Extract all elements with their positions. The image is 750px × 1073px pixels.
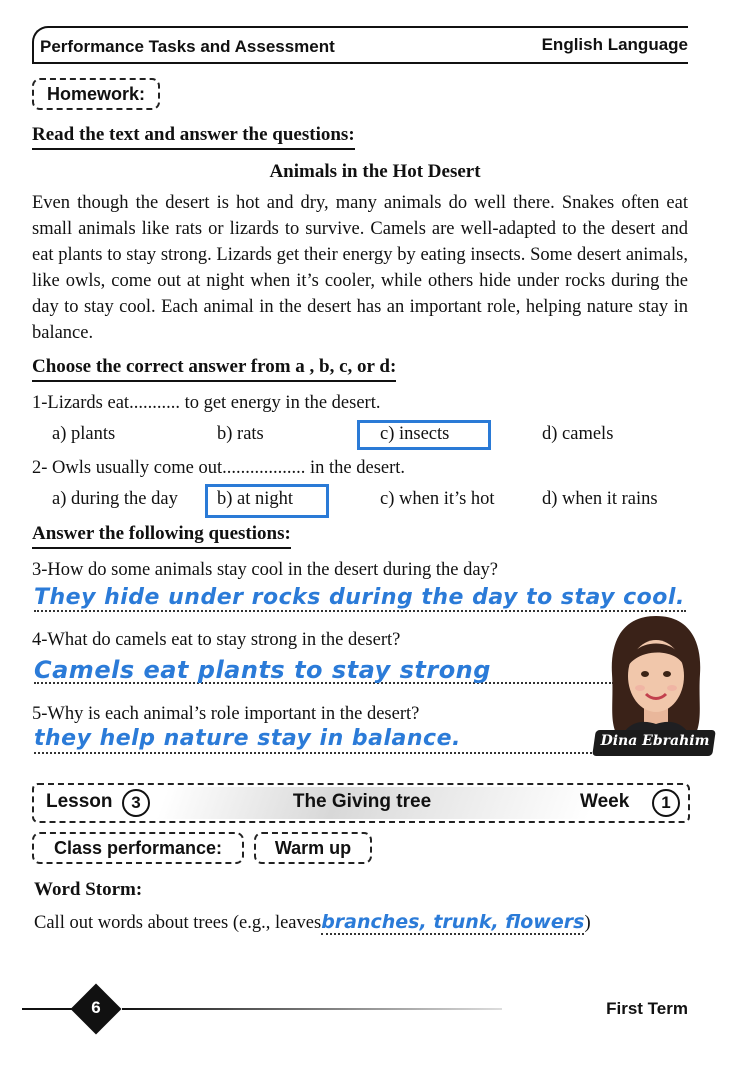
question-4: 4-What do camels eat to stay strong in the desert? xyxy=(32,630,401,650)
passage-title: Animals in the Hot Desert xyxy=(269,161,481,182)
word-storm-text: Call out words about trees (e.g., leaves xyxy=(34,913,322,933)
question-5: 5-Why is each animal’s role important in the desert? xyxy=(32,704,420,724)
passage-text: Even though the desert is hot and dry, many animals do well there. Snakes often eat small animals like rats or lizards to survive. Camels are well-adapted to the desert and eat plants to stay strong. Lizards get their energy by eating insects. Some desert animals, like owls, come out at night when it’s cooler, while others hide under rocks during the day to stay cool. Each animal in the desert has an important role, helping nature stay in balance. xyxy=(32,193,688,343)
homework-label: Homework: xyxy=(32,78,160,110)
answer-3[interactable]: They hide under rocks during the day to stay cool. xyxy=(34,585,685,610)
q2-option-d[interactable]: d) when it rains xyxy=(542,489,658,509)
lesson-bar xyxy=(32,783,690,823)
week-label: Week xyxy=(580,791,630,812)
question-3: 3-How do some animals stay cool in the desert during the day? xyxy=(32,560,498,580)
q2-option-c[interactable]: c) when it’s hot xyxy=(380,489,495,509)
page-number: 6 xyxy=(91,998,101,1017)
word-storm-prompt xyxy=(34,911,591,934)
word-storm-heading: Word Storm: xyxy=(34,879,143,900)
question-1: 1-Lizards eat........... to get energy in the desert. xyxy=(32,393,381,413)
header-subject: English Language xyxy=(541,35,688,54)
q1-option-b[interactable]: b) rats xyxy=(217,424,264,444)
open-heading: Answer the following questions: xyxy=(32,523,291,549)
lesson-number: 3 xyxy=(122,789,150,817)
q1-option-d[interactable]: d) camels xyxy=(542,424,614,444)
lesson-label: Lesson xyxy=(46,791,113,812)
warm-up-label: Warm up xyxy=(254,832,372,864)
word-storm-answer[interactable]: branches, trunk, flowers xyxy=(321,911,585,933)
q1-option-a[interactable]: a) plants xyxy=(52,424,116,444)
footer-term: First Term xyxy=(606,999,688,1018)
lesson-title: The Giving tree xyxy=(292,791,432,812)
answer-4[interactable]: Camels eat plants to stay strong xyxy=(34,656,491,684)
answer-5[interactable]: they help nature stay in balance. xyxy=(34,726,461,751)
word-storm-close: ) xyxy=(584,913,591,933)
footer-line-left xyxy=(22,1008,72,1010)
week-number: 1 xyxy=(652,789,680,817)
question-2: 2- Owls usually come out.................. in the desert. xyxy=(32,458,406,478)
q2-option-a[interactable]: a) during the day xyxy=(52,489,178,509)
q1-option-c[interactable]: c) insects xyxy=(380,424,450,444)
header-title: Performance Tasks and Assessment xyxy=(40,37,335,56)
q2-option-b[interactable]: b) at night xyxy=(217,489,294,509)
footer-line-right xyxy=(122,1008,502,1010)
mcq-heading: Choose the correct answer from a , b, c, or d: xyxy=(32,356,396,382)
avatar-caption: Dina Ebrahim xyxy=(600,733,710,749)
class-performance-label: Class performance: xyxy=(32,832,244,864)
instructions-heading: Read the text and answer the questions: xyxy=(32,124,355,150)
